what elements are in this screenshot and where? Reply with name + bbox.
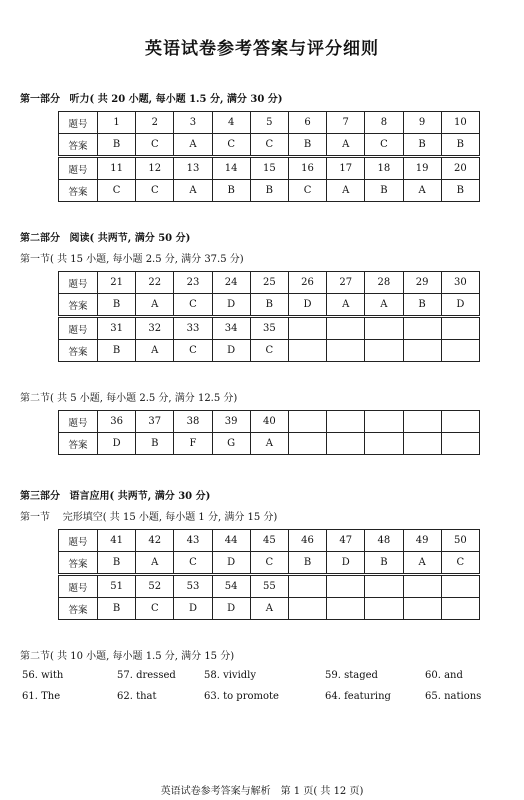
table-cell <box>288 340 326 362</box>
row-label: 答案 <box>59 294 98 316</box>
table-cell: C <box>250 552 288 574</box>
table-cell: 8 <box>365 112 403 134</box>
table-cell: 44 <box>212 530 250 552</box>
table-row <box>59 340 480 362</box>
part1-desc: 听力( 共 20 小题, 每小题 1.5 分, 满分 30 分) <box>69 94 283 105</box>
table-cell: 26 <box>288 272 326 294</box>
table-cell: B <box>98 134 136 156</box>
table-row <box>59 158 480 180</box>
table-cell: 13 <box>174 158 212 180</box>
blank-answer: 60. and <box>425 670 463 681</box>
table-cell: 6 <box>288 112 326 134</box>
table-cell: 5 <box>250 112 288 134</box>
table-cell: B <box>288 552 326 574</box>
table-row <box>59 272 480 294</box>
table-cell: 39 <box>212 411 250 433</box>
table-cell <box>365 318 403 340</box>
table-cell <box>327 340 365 362</box>
table-cell: A <box>250 598 288 620</box>
table-cell: A <box>403 180 441 202</box>
table-cell: 50 <box>441 530 479 552</box>
table-cell <box>441 318 479 340</box>
table-cell: 51 <box>98 576 136 598</box>
table-cell: 23 <box>174 272 212 294</box>
table-cell: A <box>174 180 212 202</box>
table-cell: 49 <box>403 530 441 552</box>
table-cell <box>365 576 403 598</box>
table-cell: 54 <box>212 576 250 598</box>
table-cell: A <box>136 340 174 362</box>
table-cell: 1 <box>98 112 136 134</box>
table-cell: C <box>98 180 136 202</box>
table-cell: B <box>365 552 403 574</box>
table-cell <box>327 598 365 620</box>
table-cell <box>365 598 403 620</box>
table-cell: B <box>98 598 136 620</box>
table-cell: 7 <box>327 112 365 134</box>
table-row <box>59 552 480 574</box>
table-cell <box>441 340 479 362</box>
table-cell: C <box>136 180 174 202</box>
table-cell: 55 <box>250 576 288 598</box>
table-cell: B <box>98 294 136 316</box>
table-cell: C <box>174 294 212 316</box>
table-cell: 9 <box>403 112 441 134</box>
table-cell: B <box>136 433 174 455</box>
table-cell: D <box>327 552 365 574</box>
table-cell: D <box>212 552 250 574</box>
table-cell: A <box>174 134 212 156</box>
table-cell: 33 <box>174 318 212 340</box>
table-cell: 28 <box>365 272 403 294</box>
table-cell: 25 <box>250 272 288 294</box>
table-cell: 30 <box>441 272 479 294</box>
table-cell: D <box>174 598 212 620</box>
table-cell: B <box>250 180 288 202</box>
table-cell: 40 <box>250 411 288 433</box>
part2-sec2-desc: 第二节( 共 5 小题, 每小题 2.5 分, 满分 12.5 分) <box>20 393 238 404</box>
table-cell: A <box>327 134 365 156</box>
table-cell: 11 <box>98 158 136 180</box>
table-row <box>59 134 480 156</box>
row-label: 题号 <box>59 411 98 433</box>
blank-answer: 63. to promote <box>204 691 279 702</box>
table-cell: 3 <box>174 112 212 134</box>
table-cell: 21 <box>98 272 136 294</box>
table-cell: 17 <box>327 158 365 180</box>
blank-answer: 61. The <box>22 691 61 702</box>
part1-heading-line <box>20 90 283 105</box>
table-row <box>59 318 480 340</box>
table-cell: B <box>441 134 479 156</box>
table-cell: B <box>288 134 326 156</box>
blank-answer: 56. with <box>22 670 64 681</box>
part3-sec1-desc: 完形填空( 共 15 小题, 每小题 1 分, 满分 15 分) <box>62 512 278 523</box>
table-cell: 36 <box>98 411 136 433</box>
table-cell: 47 <box>327 530 365 552</box>
table-cell: 41 <box>98 530 136 552</box>
table-cell: D <box>441 294 479 316</box>
table-cell: B <box>365 180 403 202</box>
table-cell <box>327 318 365 340</box>
table-cell: C <box>288 180 326 202</box>
row-label: 题号 <box>59 112 98 134</box>
table-cell: 18 <box>365 158 403 180</box>
table-cell: A <box>250 433 288 455</box>
part2-sec1-answer-table <box>58 271 480 362</box>
table-cell <box>288 576 326 598</box>
part3-sec2-desc: 第二节( 共 10 小题, 每小题 1.5 分, 满分 15 分) <box>20 651 235 662</box>
table-cell: 27 <box>327 272 365 294</box>
table-cell: 29 <box>403 272 441 294</box>
table-cell: 45 <box>250 530 288 552</box>
table-cell: B <box>250 294 288 316</box>
table-cell: 38 <box>174 411 212 433</box>
table-cell: C <box>174 340 212 362</box>
part2-heading-line <box>20 229 190 244</box>
table-cell: D <box>212 294 250 316</box>
table-cell: B <box>403 294 441 316</box>
part3-sec1-label: 第一节 <box>20 512 50 523</box>
row-label: 答案 <box>59 598 98 620</box>
part2-sec2-answer-table <box>58 410 480 455</box>
part3-heading: 第三部分 <box>20 491 60 502</box>
table-cell: B <box>98 552 136 574</box>
table-cell: B <box>403 134 441 156</box>
table-cell: D <box>212 598 250 620</box>
table-row <box>59 530 480 552</box>
table-cell <box>288 433 326 455</box>
table-cell <box>403 318 441 340</box>
part2-heading: 第二部分 <box>20 233 60 244</box>
table-cell <box>365 433 403 455</box>
table-row <box>59 433 480 455</box>
table-cell: 53 <box>174 576 212 598</box>
table-cell: C <box>136 134 174 156</box>
table-cell: D <box>98 433 136 455</box>
table-cell: B <box>441 180 479 202</box>
table-cell <box>288 318 326 340</box>
row-label: 题号 <box>59 576 98 598</box>
table-row <box>59 112 480 134</box>
row-label: 答案 <box>59 433 98 455</box>
table-cell: D <box>288 294 326 316</box>
part1-answer-table <box>58 111 480 202</box>
table-cell: 10 <box>441 112 479 134</box>
table-cell: 14 <box>212 158 250 180</box>
table-cell <box>327 433 365 455</box>
table-row <box>59 180 480 202</box>
table-cell: B <box>212 180 250 202</box>
blank-answer: 64. featuring <box>325 691 391 702</box>
blank-answer: 58. vividly <box>204 670 257 681</box>
table-cell: A <box>136 552 174 574</box>
blank-answer: 65. nations <box>425 691 482 702</box>
page-title: 英语试卷参考答案与评分细则 <box>145 39 379 59</box>
page-footer: 英语试卷参考答案与解析 第 1 页( 共 12 页) <box>160 786 364 797</box>
row-label: 答案 <box>59 180 98 202</box>
table-cell <box>403 433 441 455</box>
table-cell: 19 <box>403 158 441 180</box>
table-row <box>59 294 480 316</box>
table-cell: 15 <box>250 158 288 180</box>
table-cell: 42 <box>136 530 174 552</box>
row-label: 题号 <box>59 318 98 340</box>
table-cell: A <box>365 294 403 316</box>
table-cell: A <box>327 294 365 316</box>
table-cell: 43 <box>174 530 212 552</box>
table-cell <box>365 411 403 433</box>
row-label: 答案 <box>59 134 98 156</box>
table-cell <box>441 576 479 598</box>
row-label: 答案 <box>59 340 98 362</box>
blank-answer: 57. dressed <box>117 670 176 681</box>
table-cell: C <box>250 340 288 362</box>
table-cell <box>403 576 441 598</box>
table-cell: 34 <box>212 318 250 340</box>
table-cell: 22 <box>136 272 174 294</box>
table-cell: 35 <box>250 318 288 340</box>
blank-answer: 59. staged <box>325 670 378 681</box>
table-cell: G <box>212 433 250 455</box>
table-cell: 32 <box>136 318 174 340</box>
table-cell <box>441 411 479 433</box>
part3-sec1-answer-table <box>58 529 480 620</box>
table-cell: 4 <box>212 112 250 134</box>
table-row <box>59 576 480 598</box>
table-cell: 46 <box>288 530 326 552</box>
table-cell: 48 <box>365 530 403 552</box>
table-cell: C <box>365 134 403 156</box>
table-cell <box>403 340 441 362</box>
table-cell <box>441 598 479 620</box>
table-cell <box>327 411 365 433</box>
table-cell <box>327 576 365 598</box>
table-cell <box>403 411 441 433</box>
table-row <box>59 598 480 620</box>
table-cell <box>288 598 326 620</box>
table-cell: 20 <box>441 158 479 180</box>
table-cell: 52 <box>136 576 174 598</box>
part3-desc: 语言应用( 共两节, 满分 30 分) <box>69 491 211 502</box>
table-cell: F <box>174 433 212 455</box>
table-cell: 37 <box>136 411 174 433</box>
table-cell: C <box>441 552 479 574</box>
table-cell: C <box>212 134 250 156</box>
table-cell: C <box>136 598 174 620</box>
row-label: 题号 <box>59 530 98 552</box>
row-label: 题号 <box>59 272 98 294</box>
table-cell <box>403 598 441 620</box>
table-cell: D <box>212 340 250 362</box>
part3-heading-line <box>20 487 210 502</box>
part3-sec1-line <box>20 508 277 523</box>
table-cell: A <box>327 180 365 202</box>
table-cell: C <box>250 134 288 156</box>
table-row <box>59 411 480 433</box>
table-cell: 31 <box>98 318 136 340</box>
table-cell <box>365 340 403 362</box>
table-cell: A <box>403 552 441 574</box>
table-cell: B <box>98 340 136 362</box>
table-cell: A <box>136 294 174 316</box>
table-cell: 2 <box>136 112 174 134</box>
part2-desc: 阅读( 共两节, 满分 50 分) <box>69 233 191 244</box>
table-cell: 16 <box>288 158 326 180</box>
table-cell <box>288 411 326 433</box>
table-cell: 12 <box>136 158 174 180</box>
row-label: 题号 <box>59 158 98 180</box>
table-cell <box>441 433 479 455</box>
row-label: 答案 <box>59 552 98 574</box>
part2-sec1-desc: 第一节( 共 15 小题, 每小题 2.5 分, 满分 37.5 分) <box>20 254 244 265</box>
part1-heading: 第一部分 <box>20 94 60 105</box>
table-cell: 24 <box>212 272 250 294</box>
table-cell: C <box>174 552 212 574</box>
blank-answer: 62. that <box>117 691 157 702</box>
